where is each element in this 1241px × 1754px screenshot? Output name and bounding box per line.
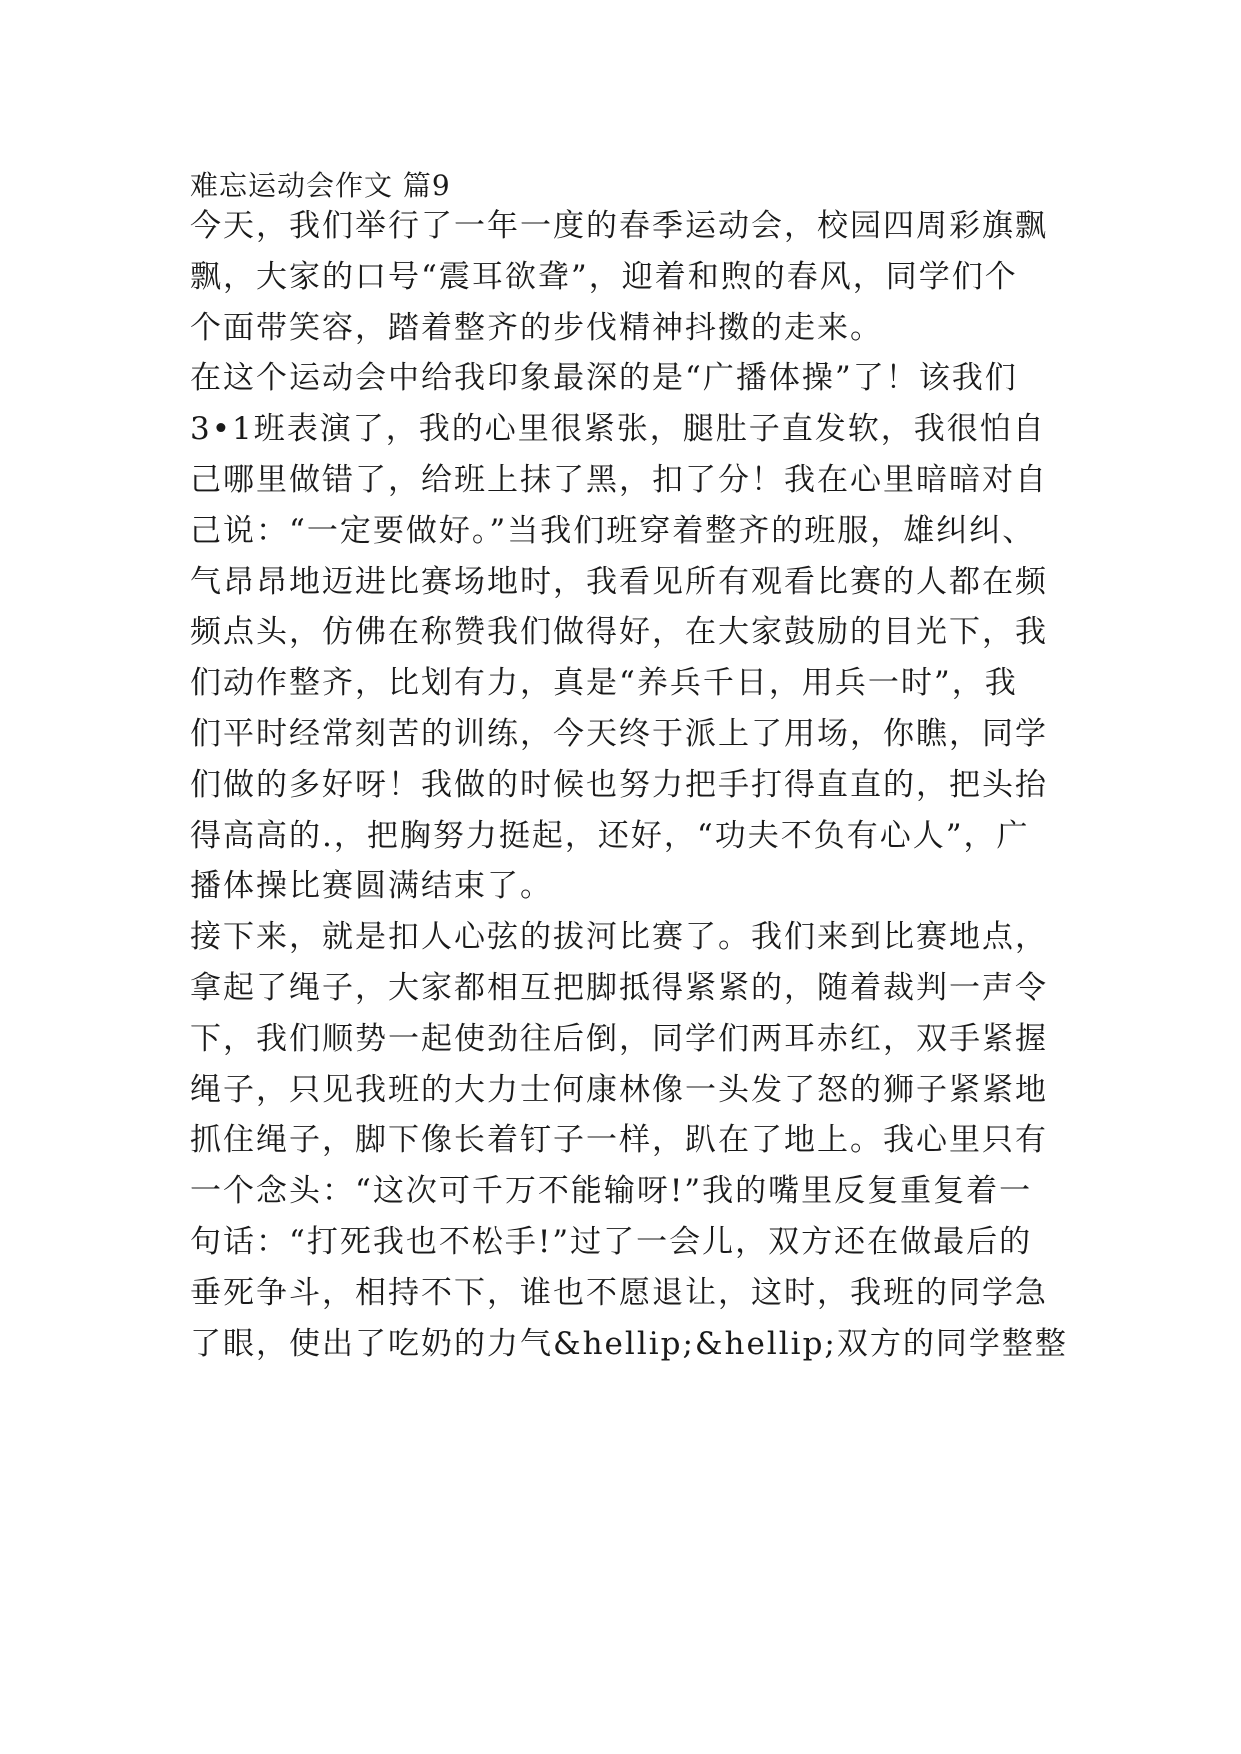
text-line: 个面带笑容，踏着整齐的步伐精神抖擞的走来。 bbox=[190, 310, 883, 346]
text-line: 3•1班表演了，我的心里很紧张，腿肚子直发软，我很怕自 bbox=[190, 411, 1046, 447]
text-line: 接下来，就是扣人心弦的拔河比赛了。我们来到比赛地点， bbox=[190, 919, 1048, 955]
text-line: 拿起了绳子，大家都相互把脚抵得紧紧的，随着裁判一声令 bbox=[190, 970, 1048, 1006]
text-line: 己说：“一定要做好。”当我们班穿着整齐的班服，雄纠纠、 bbox=[190, 513, 1036, 549]
text-line: 气昂昂地迈进比赛场地时，我看见所有观看比赛的人都在频 bbox=[190, 564, 1048, 600]
text-line: 播体操比赛圆满结束了。 bbox=[190, 868, 553, 904]
text-line: 下，我们顺势一起使劲往后倒，同学们两耳赤红，双手紧握 bbox=[190, 1021, 1048, 1057]
text-line: 垂死争斗，相持不下，谁也不愿退让，这时，我班的同学急 bbox=[190, 1275, 1048, 1311]
text-line: 一个念头：“这次可千万不能输呀!”我的嘴里反复重复着一 bbox=[190, 1173, 1033, 1209]
text-line: 们动作整齐，比划有力，真是“养兵千日，用兵一时”，我 bbox=[190, 665, 1018, 701]
text-line: 己哪里做错了，给班上抹了黑，扣了分！我在心里暗暗对自 bbox=[190, 462, 1048, 498]
text-line: 们平时经常刻苦的训练，今天终于派上了用场，你瞧，同学 bbox=[190, 716, 1048, 752]
text-line: 今天，我们举行了一年一度的春季运动会，校园四周彩旗飘 bbox=[190, 208, 1048, 244]
text-line: 绳子，只见我班的大力士何康林像一头发了怒的狮子紧紧地 bbox=[190, 1072, 1048, 1108]
text-line: 了眼，使出了吃奶的力气&hellip;&hellip;双方的同学整整 bbox=[190, 1326, 1068, 1362]
text-line: 们做的多好呀！我做的时候也努力把手打得直直的，把头抬 bbox=[190, 767, 1048, 803]
text-line: 在这个运动会中给我印象最深的是“广播体操”了！该我们 bbox=[190, 360, 1018, 396]
text-line: 句话：“打死我也不松手!”过了一会儿，双方还在做最后的 bbox=[190, 1224, 1033, 1260]
text-line: 飘，大家的口号“震耳欲聋”，迎着和煦的春风，同学们个 bbox=[190, 259, 1018, 295]
document-title: 难忘运动会作文 篇9 bbox=[190, 169, 451, 202]
text-line: 得高高的.，把胸努力挺起，还好，“功夫不负有心人”，广 bbox=[190, 818, 1030, 854]
text-line: 抓住绳子，脚下像长着钉子一样，趴在了地上。我心里只有 bbox=[190, 1122, 1048, 1158]
text-line: 频点头，仿佛在称赞我们做得好，在大家鼓励的目光下，我 bbox=[190, 614, 1048, 650]
